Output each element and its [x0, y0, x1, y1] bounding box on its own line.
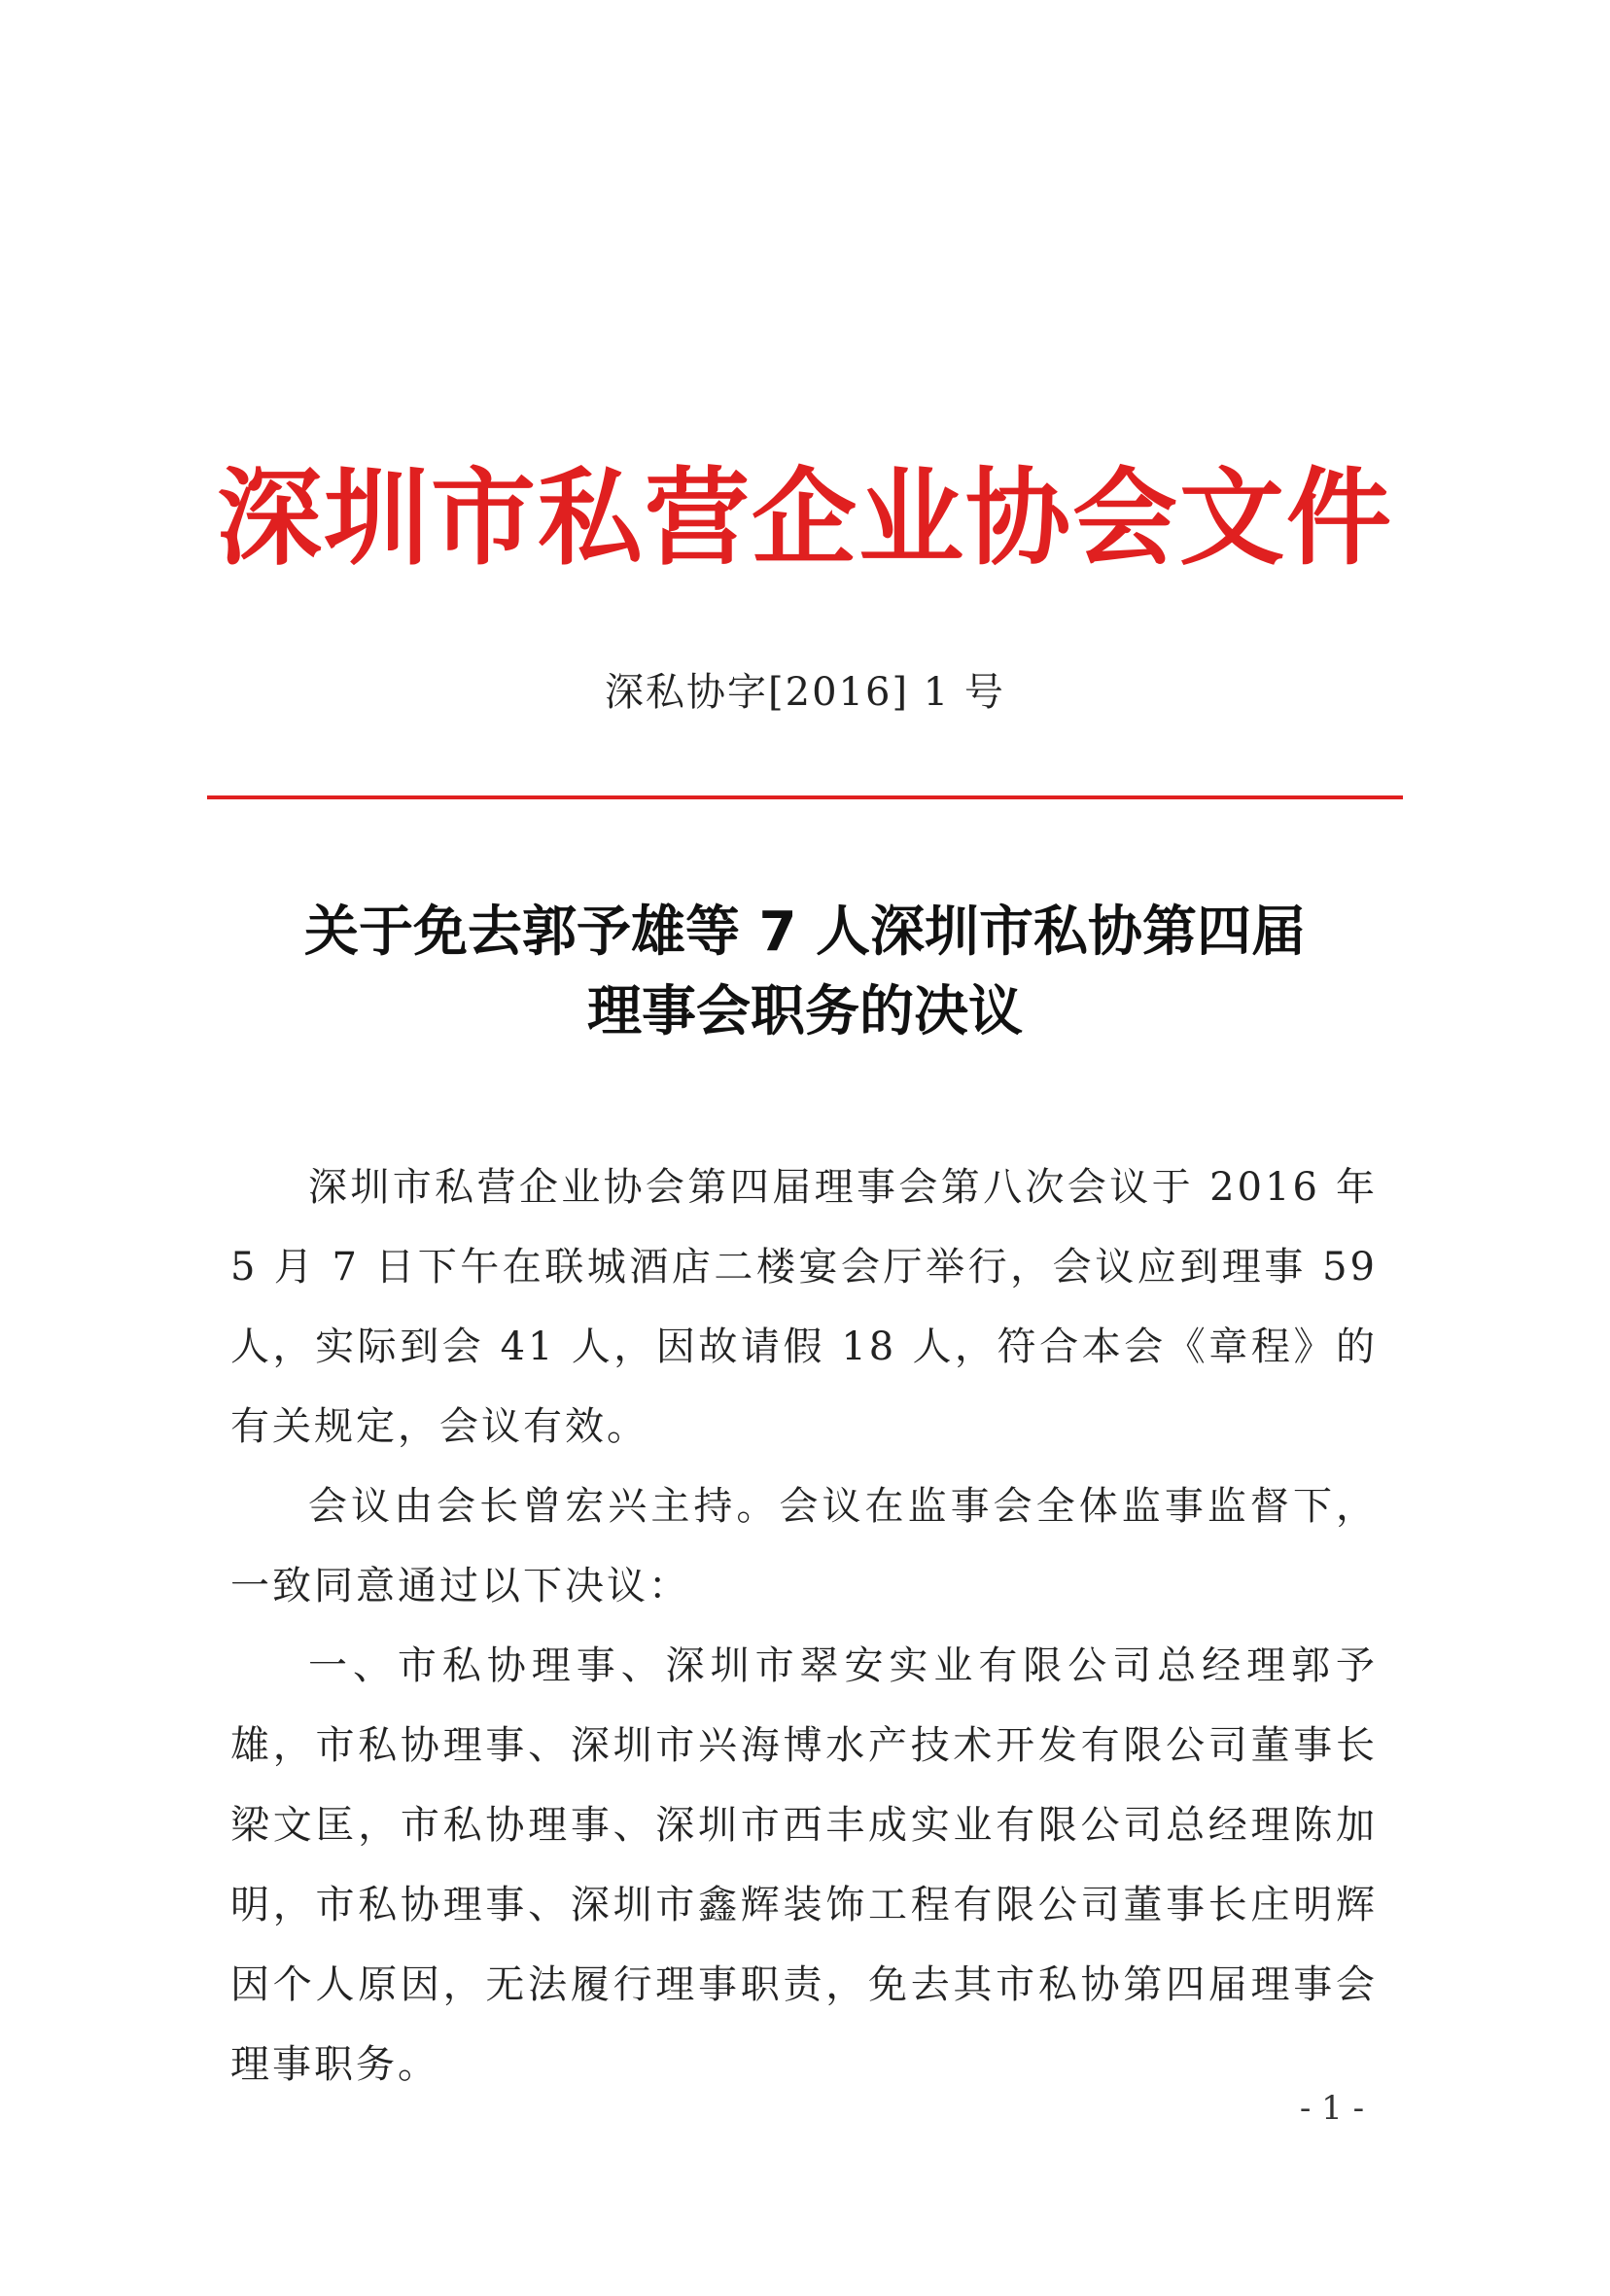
page-number: - 1 -	[1299, 2089, 1365, 2128]
document-masthead: 深圳市私营企业协会文件	[216, 457, 1393, 580]
document-number: 深私协字[2016] 1 号	[605, 670, 1005, 715]
document-title	[0, 893, 1610, 1052]
body-paragraph: 一、市私协理事、深圳市翠安实业有限公司总经理郭予雄，市私协理事、深圳市兴海博水产技术开发有限公司董事长梁文匡，市私协理事、深圳市西丰成实业有限公司总经理陈加明，市私协理事、深圳市鑫辉装饰工程有限公司董事长庄明辉因个人原因，无法履行理事职责，免去其市私协第四届理事会理事职务。	[230, 1643, 1378, 2087]
body-paragraph: 深圳市私营企业协会第四届理事会第八次会议于 2016 年 5 月 7 日下午在联城酒店二楼宴会厅举行，会议应到理事 59 人，实际到会 41 人，因故请假 18 人，符合本会《章程》的有关规定，会议有效。	[230, 1165, 1378, 1449]
title-line-2: 理事会职务的决议	[587, 980, 1023, 1043]
body-paragraph: 会议由会长曾宏兴主持。会议在监事会全体监事监督下，一致同意通过以下决议：	[230, 1484, 1378, 1608]
title-line-1: 关于免去郭予雄等 7 人深圳市私协第四届	[304, 901, 1306, 964]
red-divider-line	[207, 795, 1403, 799]
document-body	[230, 1148, 1378, 2104]
